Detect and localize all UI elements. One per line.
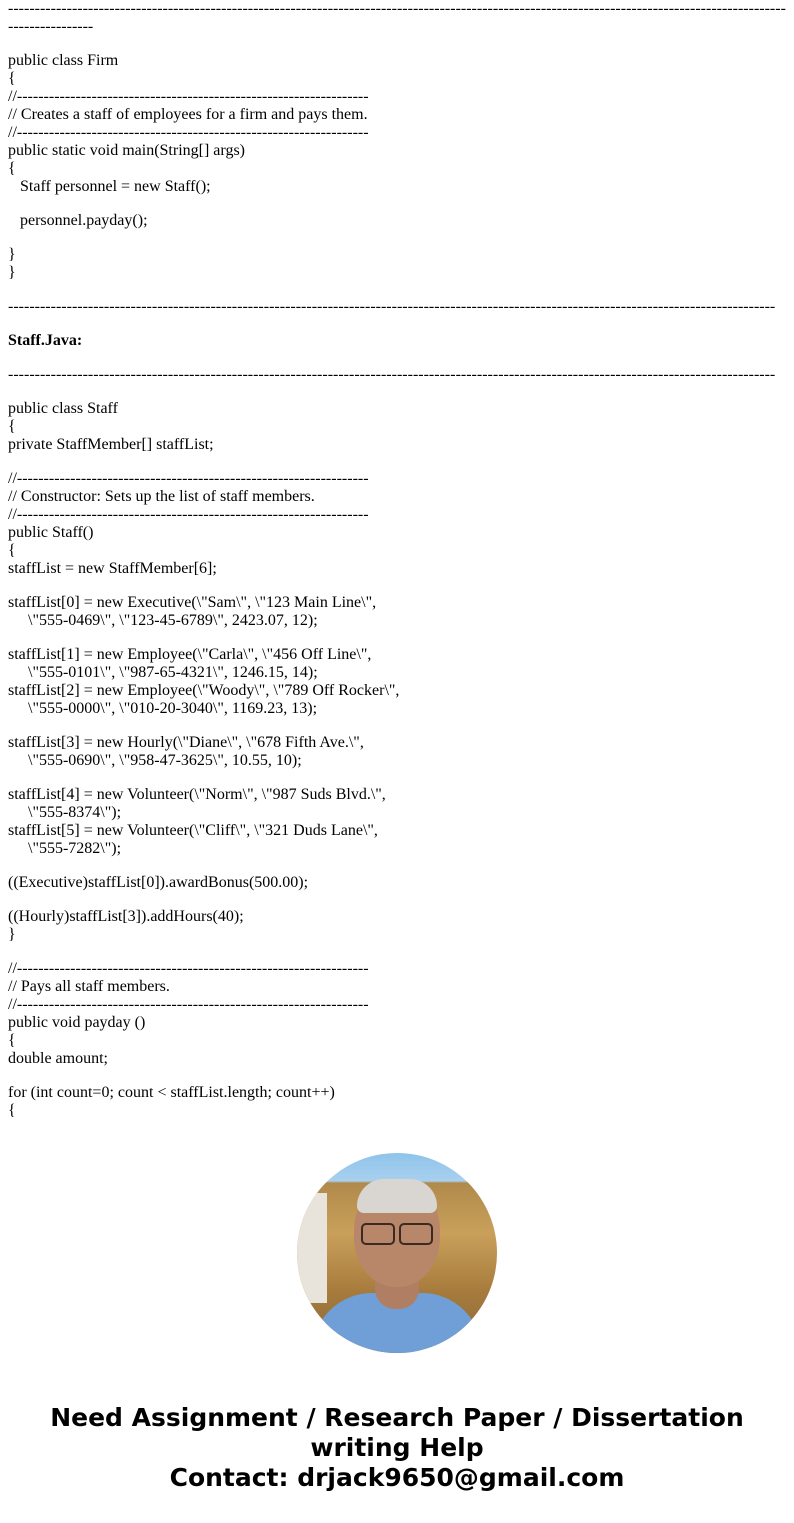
code-line: staffList = new StaffMember[6]; xyxy=(8,560,217,577)
code-line: staffList[5] = new Volunteer(\"Cliff\", \"321 Duds Lane\", xyxy=(8,822,378,839)
code-line: public Staff() xyxy=(8,524,94,541)
code-line: double amount; xyxy=(8,1050,108,1067)
code-line: \"555-0469\", \"123-45-6789\", 2423.07, 12); xyxy=(8,612,318,629)
code-line: \"555-0000\", \"010-20-3040\", 1169.23, 13); xyxy=(8,700,318,717)
author-photo xyxy=(297,1153,497,1353)
code-line: //------------------------------------------------------------------ xyxy=(8,124,369,141)
contact-banner xyxy=(0,1403,794,1493)
code-paragraph xyxy=(8,212,786,230)
glasses-icon xyxy=(361,1223,433,1243)
code-line: Staff personnel = new Staff(); xyxy=(8,178,211,195)
code-line: \"555-0101\", \"987-65-4321\", 1246.15, 14); xyxy=(8,664,318,681)
code-line: // Pays all staff members. xyxy=(8,978,170,995)
code-paragraph xyxy=(8,960,786,1068)
code-paragraph xyxy=(8,1084,786,1120)
code-line: personnel.payday(); xyxy=(8,212,148,229)
code-paragraph xyxy=(8,908,786,944)
code-paragraph xyxy=(8,52,786,196)
code-line: //------------------------------------------------------------------ xyxy=(8,506,369,523)
code-line: //------------------------------------------------------------------ xyxy=(8,960,369,977)
code-line: // Constructor: Sets up the list of staff members. xyxy=(8,488,315,505)
code-line: for (int count=0; count < staffList.length; count++) xyxy=(8,1084,335,1101)
code-line: { xyxy=(8,418,16,435)
code-paragraph xyxy=(8,246,786,282)
code-line: public void payday () xyxy=(8,1014,146,1031)
firm-code-block xyxy=(8,52,786,282)
staff-java-heading: Staff.Java: xyxy=(8,332,83,349)
code-line: { xyxy=(8,1102,16,1119)
code-line: staffList[1] = new Employee(\"Carla\", \"456 Off Line\", xyxy=(8,646,372,663)
code-paragraph xyxy=(8,400,786,454)
code-line: \"555-0690\", \"958-47-3625\", 10.55, 10); xyxy=(8,752,302,769)
code-paragraph xyxy=(8,874,786,892)
code-paragraph xyxy=(8,594,786,630)
code-line: //------------------------------------------------------------------ xyxy=(8,996,369,1013)
code-line: public static void main(String[] args) xyxy=(8,142,245,159)
code-line: \"555-8374\"); xyxy=(8,804,122,821)
separator-line: ------------------------------------------------------------------------------------------------------------------------------------------------ xyxy=(8,298,776,315)
banner-line-2: writing Help xyxy=(310,1433,484,1462)
code-line: { xyxy=(8,542,16,559)
code-paragraph xyxy=(8,786,786,858)
code-line: staffList[3] = new Hourly(\"Diane\", \"678 Fifth Ave.\", xyxy=(8,734,364,751)
code-line: // Creates a staff of employees for a firm and pays them. xyxy=(8,106,368,123)
code-line: ((Hourly)staffList[3]).addHours(40); xyxy=(8,908,244,925)
document-body xyxy=(8,0,786,1136)
code-line: \"555-7282\"); xyxy=(8,840,122,857)
separator-line: ------------------------------------------------------------------------------------------------------------------------------------------------ xyxy=(8,366,776,383)
separator-line: ------------------------------------------------------------------------------------------------------------------------------------------------------------------ xyxy=(8,0,786,35)
code-line: staffList[4] = new Volunteer(\"Norm\", \"987 Suds Blvd.\", xyxy=(8,786,386,803)
code-paragraph xyxy=(8,470,786,578)
code-line: { xyxy=(8,1032,16,1049)
code-line: ((Executive)staffList[0]).awardBonus(500.00); xyxy=(8,874,309,891)
code-line: } xyxy=(8,246,16,263)
code-line: staffList[2] = new Employee(\"Woody\", \"789 Off Rocker\", xyxy=(8,682,400,699)
banner-line-1: Need Assignment / Research Paper / Dissertation xyxy=(50,1403,744,1432)
code-paragraph xyxy=(8,646,786,718)
code-line: staffList[0] = new Executive(\"Sam\", \"123 Main Line\", xyxy=(8,594,377,611)
code-line: } xyxy=(8,264,16,281)
code-line: //------------------------------------------------------------------ xyxy=(8,88,369,105)
code-line: public class Staff xyxy=(8,400,118,417)
staff-code-block xyxy=(8,400,786,1120)
code-line: { xyxy=(8,160,16,177)
code-line: private StaffMember[] staffList; xyxy=(8,436,214,453)
code-line: public class Firm xyxy=(8,52,119,69)
code-line: { xyxy=(8,70,16,87)
code-line: } xyxy=(8,926,16,943)
code-paragraph xyxy=(8,734,786,770)
banner-contact-line: Contact: drjack9650@gmail.com xyxy=(169,1463,625,1492)
code-line: //------------------------------------------------------------------ xyxy=(8,470,369,487)
